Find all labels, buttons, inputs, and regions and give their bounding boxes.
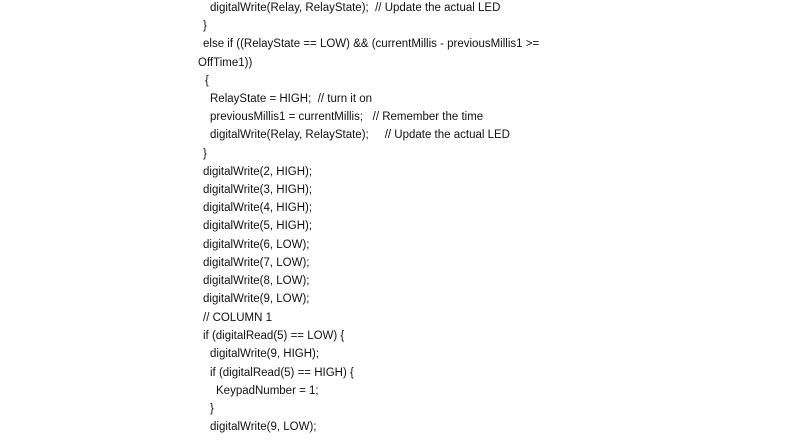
code-line: } bbox=[203, 20, 207, 32]
code-line: digitalWrite(9, HIGH); bbox=[210, 348, 320, 360]
code-line: digitalWrite(Relay, RelayState); // Update the actual LED bbox=[210, 2, 501, 14]
code-line: } bbox=[203, 148, 207, 160]
code-line: digitalWrite(3, HIGH); bbox=[203, 184, 313, 196]
code-line: digitalWrite(9, LOW); bbox=[203, 293, 310, 305]
code-line: digitalWrite(8, LOW); bbox=[203, 275, 310, 287]
code-line: } bbox=[210, 403, 214, 415]
code-line: OffTime1)) bbox=[198, 57, 253, 69]
code-line: digitalWrite(Relay, RelayState); // Update the actual LED bbox=[210, 129, 510, 141]
code-line: if (digitalRead(5) == HIGH) { bbox=[210, 367, 354, 379]
code-line: // COLUMN 1 bbox=[203, 312, 273, 324]
code-line: digitalWrite(4, HIGH); bbox=[203, 202, 313, 214]
code-line: KeypadNumber = 1; bbox=[216, 385, 319, 397]
code-line: digitalWrite(6, LOW); bbox=[203, 239, 310, 251]
code-line: RelayState = HIGH; // turn it on bbox=[210, 93, 373, 105]
code-line: digitalWrite(2, HIGH); bbox=[203, 166, 313, 178]
code-line: if (digitalRead(5) == LOW) { bbox=[203, 330, 345, 342]
code-line: digitalWrite(7, LOW); bbox=[203, 257, 310, 269]
code-line: digitalWrite(9, LOW); bbox=[210, 421, 317, 433]
code-line: previousMillis1 = currentMillis; // Remember the time bbox=[210, 111, 484, 123]
code-line: else if ((RelayState == LOW) && (currentMillis - previousMillis1 >= bbox=[203, 38, 540, 50]
code-line: { bbox=[205, 75, 209, 87]
code-line: digitalWrite(5, HIGH); bbox=[203, 220, 313, 232]
